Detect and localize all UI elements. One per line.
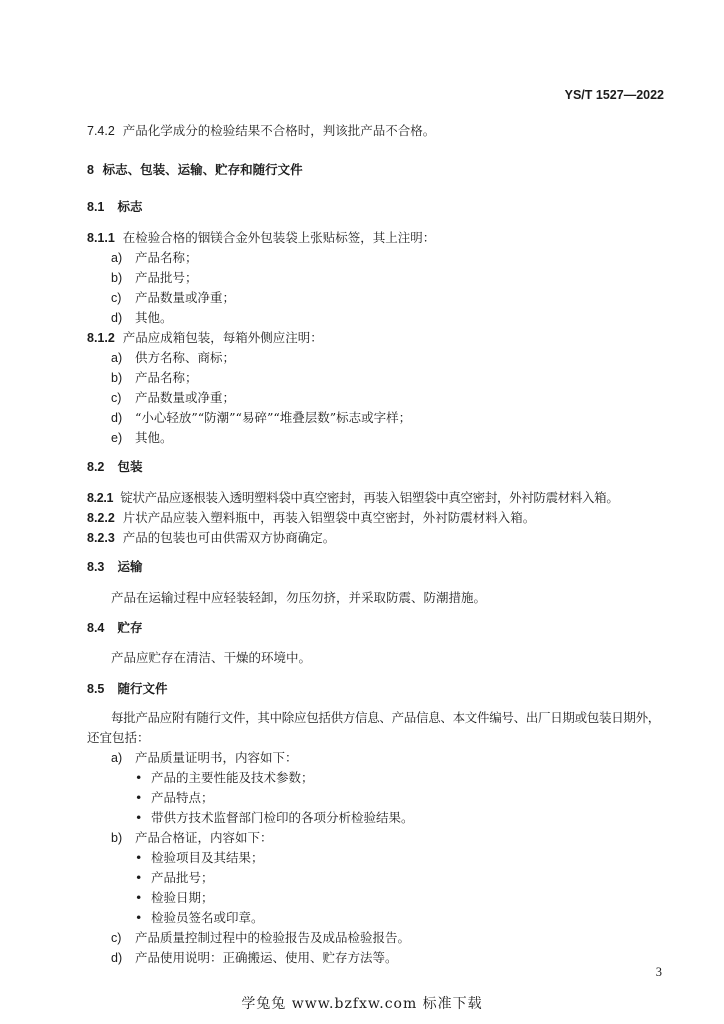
clause-number: 8.2.2 xyxy=(87,511,115,525)
item-text: 产品名称； xyxy=(135,250,198,265)
item-text: 其他。 xyxy=(135,310,173,325)
clause-number: 8.1.1 xyxy=(87,231,115,245)
section-title: 包装 xyxy=(117,459,143,474)
section-title: 贮存 xyxy=(117,620,143,635)
item-letter: c) xyxy=(111,291,122,305)
section-8-3-heading xyxy=(87,557,142,575)
item-text: 产品质量证明书，内容如下： xyxy=(135,750,298,765)
list-item xyxy=(111,928,410,946)
section-title: 随行文件 xyxy=(117,681,168,696)
bullet-item xyxy=(135,848,264,866)
clause-number: 8.1.2 xyxy=(87,331,115,345)
footer-watermark-link[interactable]: 学兔兔 www.bzfxw.com 标准下载 xyxy=(241,996,483,1012)
section-title: 标志、包装、运输、贮存和随行文件 xyxy=(102,162,303,177)
list-item xyxy=(111,748,298,766)
clause-text: 锭状产品应逐根装入透明塑料袋中真空密封，再装入铝塑袋中真空密封，外衬防震材料入箱。 xyxy=(120,490,619,505)
item-text: 其他。 xyxy=(135,430,173,445)
list-item xyxy=(111,368,198,386)
section-8-4-heading xyxy=(87,618,142,636)
section-8-5-heading xyxy=(87,679,167,697)
paragraph: 产品应贮存在清洁、干燥的环境中。 xyxy=(111,650,312,665)
bullet-text: 产品批号； xyxy=(151,870,214,885)
list-item xyxy=(111,308,173,326)
section-number: 8.1 xyxy=(87,200,105,214)
section-title: 标志 xyxy=(117,199,143,214)
item-letter: c) xyxy=(111,391,122,405)
section-8-heading xyxy=(87,160,303,178)
bullet-icon: • xyxy=(135,790,143,805)
section-8-2-heading xyxy=(87,457,142,475)
section-number: 8.3 xyxy=(87,560,105,574)
clause-8-2-3 xyxy=(87,528,335,546)
item-text: 供方名称、商标； xyxy=(135,350,236,365)
item-text: 产品质量控制过程中的检验报告及成品检验报告。 xyxy=(135,930,411,945)
clause-text: 产品的包装也可由供需双方协商确定。 xyxy=(122,530,336,545)
clause-8-2-2 xyxy=(87,508,535,526)
clause-text: 在检验合格的铟镁合金外包装袋上张贴标签，其上注明： xyxy=(122,230,436,245)
bullet-icon: • xyxy=(135,770,143,785)
bullet-item xyxy=(135,788,214,806)
bullet-item xyxy=(135,768,314,786)
bullet-icon: • xyxy=(135,910,143,925)
item-letter: b) xyxy=(111,271,123,285)
item-text: 产品数量或净重； xyxy=(135,390,236,405)
clause-number: 8.2.3 xyxy=(87,531,115,545)
section-8-1-heading xyxy=(87,197,142,215)
clause-number: 7.4.2 xyxy=(87,124,115,138)
bullet-text: 检验员签名或印章。 xyxy=(151,910,264,925)
bullet-icon: • xyxy=(135,810,143,825)
bullet-icon: • xyxy=(135,890,143,905)
clause-text: 产品化学成分的检验结果不合格时，判该批产品不合格。 xyxy=(122,123,436,138)
item-letter: b) xyxy=(111,371,123,385)
list-item xyxy=(111,408,411,426)
item-letter: c) xyxy=(111,931,122,945)
clause-8-1-2 xyxy=(87,328,323,346)
page-number: 3 xyxy=(655,965,662,979)
bullet-text: 产品的主要性能及技术参数； xyxy=(151,770,314,785)
clause-8-1-1 xyxy=(87,228,435,246)
clause-7-4-2 xyxy=(87,121,435,139)
item-letter: d) xyxy=(111,411,123,425)
item-text: 产品批号； xyxy=(135,270,198,285)
bullet-icon: • xyxy=(135,850,143,865)
section-number: 8.2 xyxy=(87,460,105,474)
list-item xyxy=(111,288,235,306)
item-letter: a) xyxy=(111,251,123,265)
clause-text: 片状产品应装入塑料瓶中，再装入铝塑袋中真空密封，外衬防震材料入箱。 xyxy=(122,510,536,525)
bullet-text: 检验日期； xyxy=(151,890,214,905)
list-item xyxy=(111,828,273,846)
section-number: 8.5 xyxy=(87,682,105,696)
item-letter: d) xyxy=(111,311,123,325)
bullet-item xyxy=(135,888,214,906)
paragraph: 产品在运输过程中应轻装轻卸，勿压勿挤，并采取防震、防潮措施。 xyxy=(111,590,487,605)
item-letter: a) xyxy=(111,751,123,765)
list-item xyxy=(111,348,235,366)
section-number: 8.4 xyxy=(87,621,105,635)
list-item xyxy=(111,268,198,286)
list-item xyxy=(111,248,198,266)
list-item xyxy=(111,388,235,406)
clause-number: 8.2.1 xyxy=(87,491,114,505)
bullet-item xyxy=(135,868,214,886)
item-letter: e) xyxy=(111,431,123,445)
clause-8-2-1 xyxy=(87,488,618,506)
bullet-text: 检验项目及其结果； xyxy=(151,850,264,865)
section-title: 运输 xyxy=(117,559,143,574)
standard-number: YS/T 1527—2022 xyxy=(564,88,664,102)
paragraph-continuation: 还宜包括： xyxy=(87,730,150,745)
bullet-item xyxy=(135,908,264,926)
bullet-item xyxy=(135,808,414,826)
item-text: 产品名称； xyxy=(135,370,198,385)
item-text: 产品数量或净重； xyxy=(135,290,236,305)
clause-text: 产品应成箱包装，每箱外侧应注明： xyxy=(122,330,323,345)
item-letter: a) xyxy=(111,351,123,365)
item-text: “小心轻放”“防潮”“易碎”“堆叠层数”标志或字样； xyxy=(135,410,412,425)
bullet-text: 产品特点； xyxy=(151,790,214,805)
paragraph: 每批产品应附有随行文件，其中除应包括供方信息、产品信息、本文件编号、出厂日期或包装日期外， xyxy=(111,710,661,725)
item-letter: b) xyxy=(111,831,123,845)
item-text: 产品合格证，内容如下： xyxy=(135,830,273,845)
bullet-icon: • xyxy=(135,870,143,885)
item-text: 产品使用说明：正确搬运、使用、贮存方法等。 xyxy=(135,950,398,965)
list-item xyxy=(111,948,398,966)
bullet-text: 带供方技术监督部门检印的各项分析检验结果。 xyxy=(151,810,414,825)
list-item xyxy=(111,428,173,446)
item-letter: d) xyxy=(111,951,123,965)
section-number: 8 xyxy=(87,163,94,177)
